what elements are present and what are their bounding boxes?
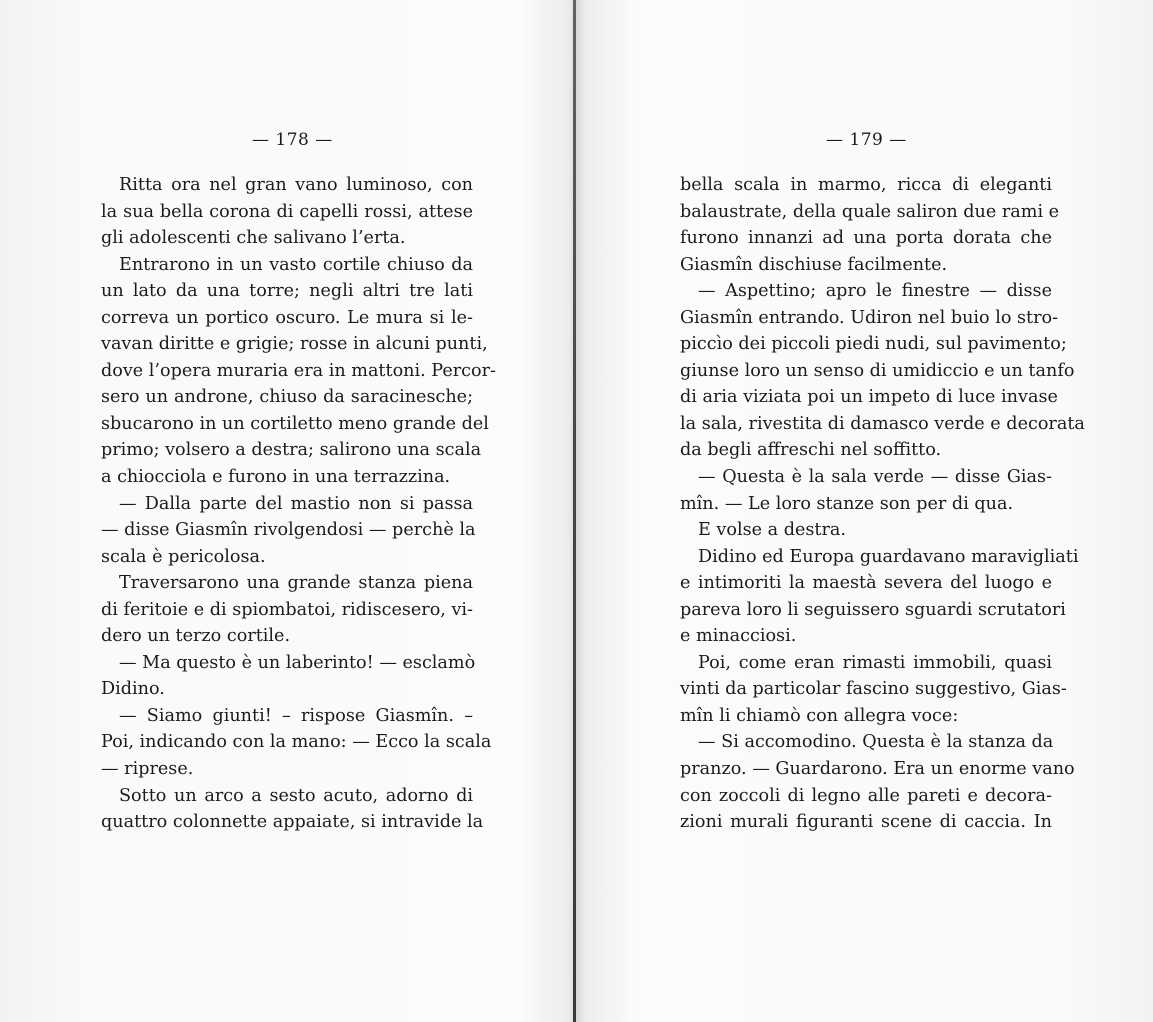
text-line: — disse Giasmîn rivolgendosi — perchè la xyxy=(101,520,476,541)
text-line: Traversarono una grande stanza piena xyxy=(119,573,473,594)
text-line: Ritta ora nel gran vano luminoso, con xyxy=(119,175,473,195)
text-line: vavan diritte e grigie; rosse in alcuni punti, xyxy=(101,334,488,355)
text-line: balaustrate, della quale saliron due rami e xyxy=(680,201,1060,222)
text-line: Sotto un arco a sesto acuto, adorno di xyxy=(119,785,473,806)
text-line: — Dalla parte del mastio non si passa xyxy=(119,493,473,514)
text-line: E volse a destra. xyxy=(698,520,846,541)
text-line: Entrarono in un vasto cortile chiuso da xyxy=(119,254,473,275)
text-line: scala è pericolosa. xyxy=(101,546,266,567)
text-line: Didino ed Europa guardavano maravigliati xyxy=(698,546,1079,567)
text-line: — Ma questo è un laberinto! — esclamò xyxy=(119,652,476,673)
text-line: dero un terzo cortile. xyxy=(101,626,291,647)
right-page xyxy=(576,0,1153,1022)
left-page-text xyxy=(101,172,496,836)
text-line: a chiocciola e furono in una terrazzina. xyxy=(101,467,451,488)
text-line: da begli affreschi nel soffitto. xyxy=(680,440,942,461)
text-line: pareva loro li seguissero sguardi scrutatori xyxy=(680,599,1066,620)
left-page xyxy=(0,0,573,1022)
text-line: con zoccoli di legno alle pareti e decora- xyxy=(680,785,1052,806)
text-line: mîn. — Le loro stanze son per di qua. xyxy=(680,493,1014,514)
text-line: dove l’opera muraria era in mattoni. Percor- xyxy=(101,360,496,381)
text-line: pranzo. — Guardarono. Era un enorme vano xyxy=(680,759,1075,780)
page-number-left: — 178 — xyxy=(252,130,333,150)
right-page-text xyxy=(680,172,1085,836)
text-line: — riprese. xyxy=(101,759,194,780)
text-line: Didino. xyxy=(101,679,165,700)
text-line: di aria viziata poi un impeto di luce invase xyxy=(680,387,1058,408)
text-line: — Si accomodino. Questa è la stanza da xyxy=(698,732,1054,753)
text-line: furono innanzi ad una porta dorata che xyxy=(680,228,1052,249)
text-line: e minacciosi. xyxy=(680,626,797,647)
text-line: Poi, come eran rimasti immobili, quasi xyxy=(698,652,1052,673)
text-line: di feritoie e di spiombatoi, ridiscesero, vi- xyxy=(101,599,474,620)
text-line: giunse loro un senso di umidiccio e un tanfo xyxy=(680,360,1075,381)
text-line: un lato da una torre; negli altri tre lati xyxy=(101,281,473,302)
text-line: bella scala in marmo, ricca di eleganti xyxy=(680,175,1052,195)
text-line: — Questa è la sala verde — disse Gias- xyxy=(698,467,1052,488)
text-line: gli adolescenti che salivano l’erta. xyxy=(101,228,406,249)
text-line: vinti da particolar fascino suggestivo, Gias- xyxy=(680,679,1067,700)
text-line: primo; volsero a destra; salirono una scala xyxy=(101,440,482,461)
text-line: — Aspettino; apro le finestre — disse xyxy=(698,281,1052,302)
text-line: la sua bella corona di capelli rossi, attese xyxy=(101,201,473,222)
text-line: — Siamo giunti! – rispose Giasmîn. – xyxy=(119,705,473,726)
text-line: correva un portico oscuro. Le mura si le- xyxy=(101,307,473,328)
text-line: e intimoriti la maestà severa del luogo e xyxy=(680,573,1052,594)
text-line: zioni murali figuranti scene di caccia. In xyxy=(680,812,1052,833)
text-line: sbucarono in un cortiletto meno grande del xyxy=(101,413,489,434)
text-line: Poi, indicando con la mano: — Ecco la scala xyxy=(101,732,492,753)
text-line: Giasmîn dischiuse facilmente. xyxy=(680,254,948,275)
text-line: Giasmîn entrando. Udiron nel buio lo stro- xyxy=(680,307,1059,328)
text-line: sero un androne, chiuso da saracinesche; xyxy=(101,387,473,408)
text-line: quattro colonnette appaiate, si intravide la xyxy=(101,812,484,833)
page-number-right: — 179 — xyxy=(826,130,907,150)
text-line: piccìo dei piccoli piedi nudi, sul pavimento; xyxy=(680,334,1067,355)
text-line: mîn li chiamò con allegra voce: xyxy=(680,705,959,726)
text-line: la sala, rivestita di damasco verde e decorata xyxy=(680,413,1085,434)
